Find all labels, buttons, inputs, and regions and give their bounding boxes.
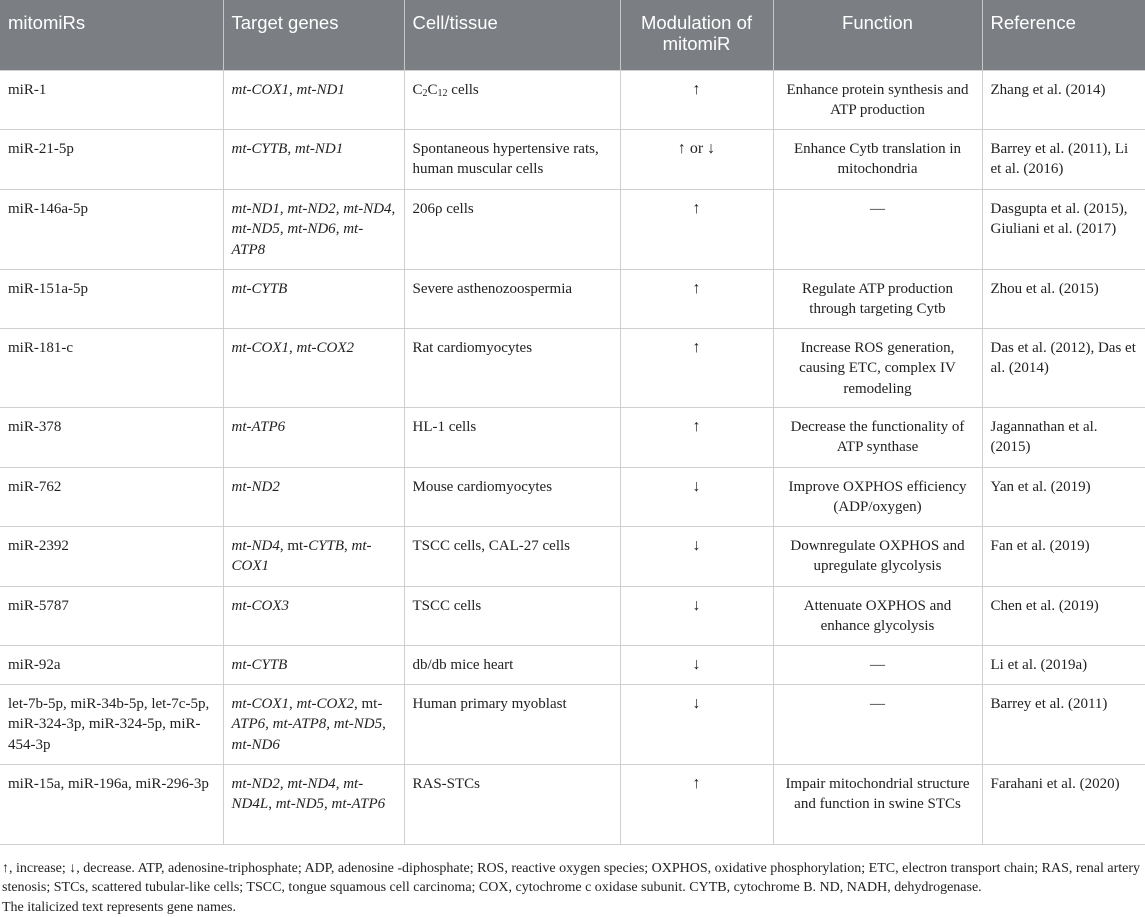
gene-name: mt-COX1 bbox=[232, 340, 290, 356]
gene-name: mt-ND5 bbox=[334, 716, 382, 732]
table-row bbox=[0, 526, 1145, 586]
cell-tissue bbox=[404, 526, 620, 586]
gene-name: mt-ND1 bbox=[297, 82, 345, 98]
header-row bbox=[0, 0, 1145, 70]
cell-reference: Chen et al. (2019) bbox=[982, 586, 1145, 645]
cell-function: — bbox=[773, 684, 982, 764]
cell-tissue bbox=[404, 645, 620, 684]
separator: , bbox=[289, 82, 297, 98]
gene-name: mt-COX1 bbox=[232, 82, 290, 98]
cell-text: Human primary myoblast bbox=[413, 696, 567, 712]
cell-reference: Barrey et al. (2011) bbox=[982, 684, 1145, 764]
cell-modulation: ↓ bbox=[620, 526, 773, 586]
separator: , bbox=[289, 696, 297, 712]
cell-function: Decrease the functionality of ATP synthase bbox=[773, 407, 982, 467]
separator: , bbox=[382, 716, 386, 732]
separator: , bbox=[336, 201, 344, 217]
gene-name: mt-ATP8 bbox=[232, 221, 364, 258]
separator: , bbox=[392, 201, 396, 217]
cell-reference: Li et al. (2019a) bbox=[982, 645, 1145, 684]
cell-reference: Barrey et al. (2011), Li et al. (2016) bbox=[982, 129, 1145, 189]
table-row bbox=[0, 328, 1145, 407]
cell-modulation: ↑ or ↓ bbox=[620, 129, 773, 189]
cell-reference: Jagannathan et al. (2015) bbox=[982, 407, 1145, 467]
cell-modulation: ↓ bbox=[620, 684, 773, 764]
cell-mitomir: miR-151a-5p bbox=[0, 269, 223, 328]
gene-name: mt-ND2 bbox=[232, 479, 280, 495]
cell-modulation: ↓ bbox=[620, 467, 773, 526]
gene-name: mt-ND5 bbox=[276, 796, 324, 812]
gene-name: mt-COX2 bbox=[297, 340, 355, 356]
cell-text: Mouse cardiomyocytes bbox=[413, 479, 553, 495]
cell-mitomir: miR-2392 bbox=[0, 526, 223, 586]
table-row bbox=[0, 189, 1145, 269]
cell-function: Increase ROS generation, causing ETC, complex IV remodeling bbox=[773, 328, 982, 407]
table-row bbox=[0, 586, 1145, 645]
subscript: 2 bbox=[423, 88, 428, 99]
cell-tissue bbox=[404, 328, 620, 407]
table-header bbox=[0, 0, 1145, 70]
cell-tissue bbox=[404, 407, 620, 467]
gene-name: mt-ND2 bbox=[232, 776, 280, 792]
separator: , mt- bbox=[354, 696, 382, 712]
gene-name: mt-COX2 bbox=[297, 696, 355, 712]
header-mitomirs: mitomiRs bbox=[0, 0, 223, 70]
gene-name: mt-ATP6 bbox=[232, 419, 286, 435]
cell-text: db/db mice heart bbox=[413, 657, 514, 673]
cell-target-genes bbox=[223, 129, 404, 189]
cell-modulation: ↑ bbox=[620, 328, 773, 407]
cell-function: Attenuate OXPHOS and enhance glycolysis bbox=[773, 586, 982, 645]
cell-target-genes bbox=[223, 328, 404, 407]
gene-name: ATP6 bbox=[232, 716, 266, 732]
gene-name: mt-ND6 bbox=[287, 221, 335, 237]
cell-target-genes bbox=[223, 645, 404, 684]
cell-function: Improve OXPHOS efficiency (ADP/oxygen) bbox=[773, 467, 982, 526]
table-row bbox=[0, 407, 1145, 467]
cell-reference: Fan et al. (2019) bbox=[982, 526, 1145, 586]
cell-text: Rat cardiomyocytes bbox=[413, 340, 533, 356]
cell-function: Enhance protein synthesis and ATP production bbox=[773, 70, 982, 129]
gene-name: mt-CYTB bbox=[232, 281, 288, 297]
separator: , bbox=[265, 716, 273, 732]
gene-name: mt-COX1 bbox=[232, 538, 372, 575]
cell-modulation: ↑ bbox=[620, 70, 773, 129]
cell-mitomir: miR-762 bbox=[0, 467, 223, 526]
table-row bbox=[0, 70, 1145, 129]
separator: , mt- bbox=[280, 538, 308, 554]
gene-name: mt-ND4 bbox=[232, 538, 280, 554]
header-function: Function bbox=[773, 0, 982, 70]
gene-name: mt-COX3 bbox=[232, 598, 290, 614]
cell-mitomir: miR-1 bbox=[0, 70, 223, 129]
footnote-abbreviations: ↑, increase; ↓, decrease. ATP, adenosine-triphosphate; ADP, adenosine -diphosphate; ROS, reactive oxygen species; OXPHOS, oxidative phosphorylation; ETC, electron transport chain; RAS, renal artery stenosis; STCs, scattered tubular-like cells; TSCC, tongue squamous cell carcinoma; COX, cytochrome c oxidase subunit. CYTB, cytochrome B. ND, NADH, dehydrogenase. bbox=[2, 859, 1143, 898]
cell-text: RAS-STCs bbox=[413, 776, 481, 792]
cell-target-genes bbox=[223, 764, 404, 844]
cell-tissue bbox=[404, 129, 620, 189]
separator: , bbox=[336, 776, 344, 792]
gene-name: mt-ND4 bbox=[287, 776, 335, 792]
gene-name: mt-ND6 bbox=[232, 737, 280, 753]
cell-function: — bbox=[773, 645, 982, 684]
gene-name: mt-ND1 bbox=[295, 141, 343, 157]
cell-text: TSCC cells, CAL-27 cells bbox=[413, 538, 571, 554]
cell-function: Enhance Cytb translation in mitochondria bbox=[773, 129, 982, 189]
separator: , bbox=[336, 221, 344, 237]
cell-reference: Zhang et al. (2014) bbox=[982, 70, 1145, 129]
cell-tissue bbox=[404, 467, 620, 526]
cell-reference: Zhou et al. (2015) bbox=[982, 269, 1145, 328]
header-reference: Reference bbox=[982, 0, 1145, 70]
separator: , bbox=[287, 141, 295, 157]
cell-modulation: ↓ bbox=[620, 645, 773, 684]
cell-reference: Das et al. (2012), Das et al. (2014) bbox=[982, 328, 1145, 407]
cell-target-genes bbox=[223, 684, 404, 764]
cell-target-genes bbox=[223, 269, 404, 328]
separator: , bbox=[344, 538, 352, 554]
table-row bbox=[0, 764, 1145, 844]
cell-tissue bbox=[404, 586, 620, 645]
cell-target-genes bbox=[223, 526, 404, 586]
cell-tissue bbox=[404, 189, 620, 269]
cell-function: Impair mitochondrial structure and function in swine STCs bbox=[773, 764, 982, 844]
cell-mitomir: miR-92a bbox=[0, 645, 223, 684]
cell-text: cells bbox=[448, 82, 479, 98]
cell-mitomir: miR-378 bbox=[0, 407, 223, 467]
cell-text: C bbox=[413, 82, 423, 98]
gene-name: mt-ATP8 bbox=[273, 716, 327, 732]
cell-text: TSCC cells bbox=[413, 598, 482, 614]
cell-target-genes bbox=[223, 189, 404, 269]
table-row bbox=[0, 684, 1145, 764]
gene-name: mt-ATP6 bbox=[332, 796, 386, 812]
cell-modulation: ↓ bbox=[620, 586, 773, 645]
separator: , bbox=[326, 716, 334, 732]
table-row bbox=[0, 129, 1145, 189]
gene-name: mt-CYTB bbox=[232, 657, 288, 673]
cell-text: 206ρ cells bbox=[413, 201, 474, 217]
table-row bbox=[0, 269, 1145, 328]
header-target-genes: Target genes bbox=[223, 0, 404, 70]
cell-text: C bbox=[428, 82, 438, 98]
footnote-italic-note: The italicized text represents gene names. bbox=[2, 898, 1143, 917]
subscript: 12 bbox=[438, 88, 448, 99]
separator: , bbox=[280, 221, 288, 237]
gene-name: mt-ND4L bbox=[232, 776, 364, 813]
cell-tissue bbox=[404, 764, 620, 844]
cell-tissue bbox=[404, 70, 620, 129]
gene-name: mt-ND1 bbox=[232, 201, 280, 217]
header-modulation: Modulation of mitomiR bbox=[620, 0, 773, 70]
cell-reference: Farahani et al. (2020) bbox=[982, 764, 1145, 844]
cell-mitomir: miR-21-5p bbox=[0, 129, 223, 189]
cell-mitomir: let-7b-5p, miR-34b-5p, let-7c-5p, miR-324-3p, miR-324-5p, miR-454-3p bbox=[0, 684, 223, 764]
cell-reference: Dasgupta et al. (2015), Giuliani et al. (2017) bbox=[982, 189, 1145, 269]
cell-function: Downregulate OXPHOS and upregulate glycolysis bbox=[773, 526, 982, 586]
table-body bbox=[0, 70, 1145, 844]
cell-modulation: ↑ bbox=[620, 764, 773, 844]
cell-mitomir: miR-15a, miR-196a, miR-296-3p bbox=[0, 764, 223, 844]
cell-target-genes bbox=[223, 70, 404, 129]
cell-modulation: ↑ bbox=[620, 407, 773, 467]
cell-target-genes bbox=[223, 467, 404, 526]
cell-text: HL-1 cells bbox=[413, 419, 477, 435]
cell-mitomir: miR-5787 bbox=[0, 586, 223, 645]
header-cell-tissue: Cell/tissue bbox=[404, 0, 620, 70]
cell-function: Regulate ATP production through targeting Cytb bbox=[773, 269, 982, 328]
table-footnote bbox=[0, 845, 1145, 917]
cell-text: Spontaneous hypertensive rats, human muscular cells bbox=[413, 141, 599, 178]
cell-target-genes bbox=[223, 586, 404, 645]
cell-tissue bbox=[404, 684, 620, 764]
separator: , bbox=[289, 340, 297, 356]
gene-name: mt-CYTB bbox=[232, 141, 288, 157]
separator: , bbox=[280, 201, 288, 217]
cell-modulation: ↑ bbox=[620, 269, 773, 328]
cell-modulation: ↑ bbox=[620, 189, 773, 269]
table-row bbox=[0, 645, 1145, 684]
gene-name: mt-COX1 bbox=[232, 696, 290, 712]
gene-name: CYTB bbox=[308, 538, 344, 554]
separator: , bbox=[268, 796, 276, 812]
cell-text: Severe asthenozoospermia bbox=[413, 281, 573, 297]
gene-name: mt-ND4 bbox=[343, 201, 391, 217]
table-row bbox=[0, 467, 1145, 526]
gene-name: mt-ND2 bbox=[287, 201, 335, 217]
cell-mitomir: miR-146a-5p bbox=[0, 189, 223, 269]
cell-reference: Yan et al. (2019) bbox=[982, 467, 1145, 526]
separator: , bbox=[280, 776, 288, 792]
cell-function: — bbox=[773, 189, 982, 269]
cell-mitomir: miR-181-c bbox=[0, 328, 223, 407]
separator: , bbox=[324, 796, 332, 812]
gene-name: mt-ND5 bbox=[232, 221, 280, 237]
cell-tissue bbox=[404, 269, 620, 328]
cell-target-genes bbox=[223, 407, 404, 467]
